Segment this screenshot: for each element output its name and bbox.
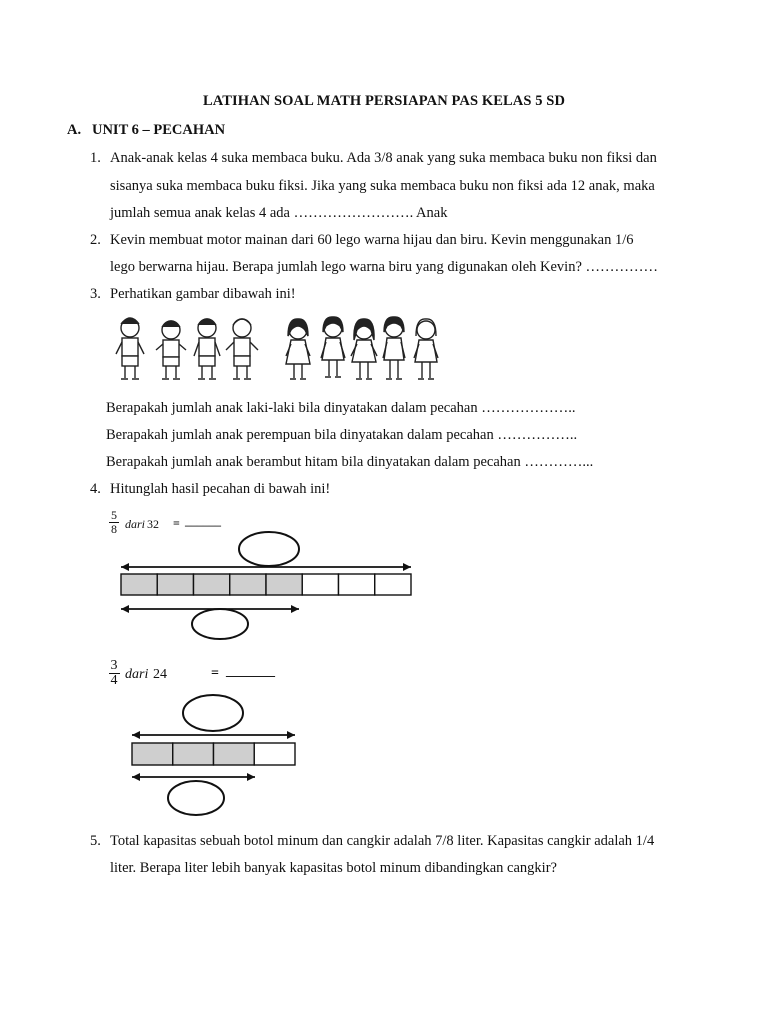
fraction-1-equals: =	[173, 516, 180, 530]
fraction-1-bottom-oval	[192, 609, 248, 639]
question-1-number: 1.	[90, 150, 101, 166]
fraction-1-bar-cell-shaded	[121, 574, 157, 595]
question-1-line-1: Anak-anak kelas 4 suka membaca buku. Ada 3/8 anak yang suka membaca buku non fiksi dan	[110, 150, 657, 166]
question-5-number: 5.	[90, 833, 101, 849]
fraction-2-diagram	[108, 691, 428, 821]
boy-figure	[116, 318, 144, 379]
girl-figure	[351, 319, 377, 379]
children-illustration	[108, 314, 448, 386]
boy-figure	[156, 321, 186, 379]
section-heading	[67, 122, 225, 139]
fraction-1-numerator: 5	[111, 508, 117, 522]
fraction-1-bar	[121, 574, 411, 595]
page-title: LATIHAN SOAL MATH PERSIAPAN PAS KELAS 5 SD	[202, 93, 566, 109]
question-2-number: 2.	[90, 232, 101, 248]
fraction-2-numerator: 3	[110, 658, 118, 673]
fraction-2-equals: =	[211, 666, 219, 681]
fraction-2-bar-cell-shaded	[214, 743, 255, 765]
fraction-2-denominator: 4	[110, 673, 118, 688]
girl-figure	[414, 319, 438, 379]
fraction-2-bar-cell-shaded	[173, 743, 214, 765]
fraction-1-bar-cell-empty	[375, 574, 411, 595]
fraction-problem-1	[108, 509, 428, 639]
girl-figure	[321, 317, 345, 377]
question-4-number: 4.	[90, 481, 101, 497]
fraction-1-diagram	[108, 529, 428, 641]
question-5-line-2: liter. Berapa liter lebih banyak kapasitas botol minum dibandingkan cangkir?	[110, 860, 557, 876]
question-2-line-1: Kevin membuat motor mainan dari 60 lego warna hijau dan biru. Kevin menggunakan 1/6	[110, 232, 634, 248]
question-1-line-2: sisanya suka membaca buku fiksi. Jika yang suka membaca buku non fiksi ada 12 anak, maka	[110, 178, 655, 194]
fraction-1-denominator: 8	[111, 522, 117, 536]
fraction-1-answer-blank[interactable]: ______	[185, 514, 221, 528]
boy-figure	[226, 319, 258, 379]
question-3-sub-3: Berapakah jumlah anak berambut hitam bila dinyatakan dalam pecahan …………...	[106, 454, 594, 470]
question-3-number: 3.	[90, 286, 101, 302]
question-2-line-2: lego berwarna hijau. Berapa jumlah lego warna biru yang digunakan oleh Kevin? ……………	[110, 259, 659, 275]
girl-figure	[286, 319, 310, 379]
girl-figure	[383, 317, 405, 379]
fraction-1-bar-cell-shaded	[157, 574, 193, 595]
question-4-line-1: Hitunglah hasil pecahan di bawah ini!	[110, 481, 331, 497]
fraction-1-bar-cell-empty	[302, 574, 338, 595]
fraction-2-whole: 24	[153, 667, 167, 682]
question-3-sub-1: Berapakah jumlah anak laki-laki bila dinyatakan dalam pecahan ………………..	[106, 400, 576, 416]
fraction-1-bar-cell-shaded	[194, 574, 230, 595]
fraction-2	[108, 659, 120, 688]
fraction-2-top-oval	[183, 695, 243, 731]
fraction-2-bottom-oval	[168, 781, 224, 815]
fraction-1-bar-cell-empty	[339, 574, 375, 595]
fraction-2-answer-blank[interactable]: _______	[226, 664, 275, 679]
boy-figure	[194, 319, 220, 379]
fraction-2-word: dari	[125, 667, 149, 682]
fraction-problem-2	[108, 659, 428, 819]
fraction-1-bar-cell-shaded	[266, 574, 302, 595]
question-1-line-3: jumlah semua anak kelas 4 ada ……………………. Anak	[110, 205, 448, 221]
fraction-1-top-oval	[239, 532, 299, 566]
fraction-1-whole: 32	[147, 517, 159, 531]
fraction-1-word: dari	[125, 517, 146, 531]
section-label: A.	[67, 122, 82, 138]
section-title: UNIT 6 – PECAHAN	[91, 122, 226, 138]
fraction-1-bar-cell-shaded	[230, 574, 266, 595]
question-3-sub-2: Berapakah jumlah anak perempuan bila dinyatakan dalam pecahan ……………..	[106, 427, 578, 443]
fraction-2-bar-cell-shaded	[132, 743, 173, 765]
question-5-line-1: Total kapasitas sebuah botol minum dan cangkir adalah 7/8 liter. Kapasitas cangkir adalah 1/4	[110, 833, 655, 849]
fraction-2-bar	[132, 743, 295, 765]
fraction-2-bar-cell-empty	[254, 743, 295, 765]
question-3-line-1: Perhatikan gambar dibawah ini!	[110, 286, 296, 302]
